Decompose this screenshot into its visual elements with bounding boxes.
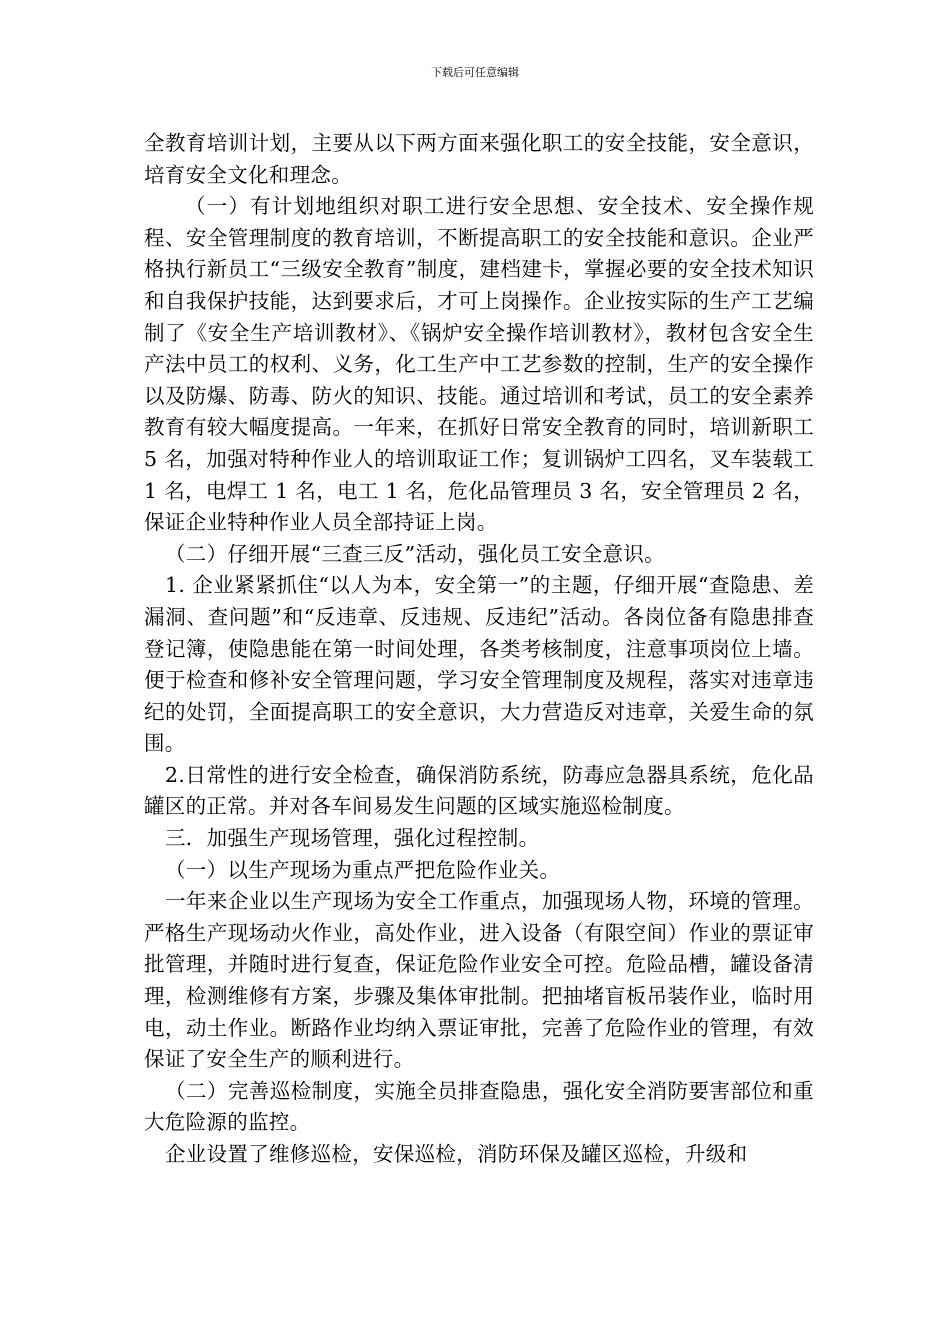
paragraph-part-three-heading: 三．加强生产现场管理，强化过程控制。 [165, 826, 540, 851]
paragraph-subsection-two-heading: （二）完善巡检制度，实施全员排查隐患，强化安全消防要害部位和重大危险源的监控。 [144, 1078, 814, 1135]
paragraph-inspection-setup: 企业设置了维修巡检，安保巡检，消防环保及罐区巡检，升级和 [165, 1142, 748, 1166]
paragraph-item-one: 1. 企业紧紧抓住“以人为本，安全第一”的主题，仔细开展“查隐患、差漏洞、查问题”和“反违章、反违规、反违纪”活动。各岗位备有隐患排查登记簿，使隐患能在第一时间处理，各类考核制度，注意事项岗位上墙。便于检查和修补安全管理问题，学习安全管理制度及规程，落实对违章违纪的处罚，全面提高职工的安全意识，大力营造反对违章，关爱生命的氛围。 [144, 573, 814, 756]
paragraph-item-two: 2.日常性的进行安全检查，确保消防系统，防毒应急器具系统，危化品罐区的正常。并对各车间易发生问题的区域实施巡检制度。 [144, 762, 814, 819]
paragraph-training-plan: 全教育培训计划，主要从以下两方面来强化职工的安全技能，安全意识，培育安全文化和理念。 [144, 131, 814, 187]
paragraph-section-two-heading: （二）仔细开展“三查三反”活动，强化员工安全意识。 [165, 541, 665, 566]
paragraph-section-one-training: （一）有计划地组织对职工进行安全思想、安全技术、安全操作规程、安全管理制度的教育培训，不断提高职工的安全技能和意识。企业严格执行新员工“三级安全教育”制度，建档建卡，掌握必要的安全技术知识和自我保护技能，达到要求后，才可上岗操作。企业按实际的生产工艺编制了《安全生产培训教材》、《锅炉安全操作培训教材》，教材包含安全生产法中员工的权利、义务，化工生产中工艺参数的控制，生产的安全操作以及防爆、防毒、防火的知识、技能。通过培训和考试，员工的安全素养教育有较大幅度提高。一年来，在抓好日常安全教育的同时，培训新职工 5 名，加强对特种作业人的培训取证工作；复训锅炉工四名，叉车装载工 1 名，电焊工 1 名，电工 1 名，危化品管理员 3 名，安全管理员 2 名，保证企业特种作业人员全部持证上岗。 [144, 194, 814, 535]
document-body [144, 128, 814, 1171]
paragraph-subsection-one-heading: （一）以生产现场为重点严把危险作业关。 [165, 857, 561, 882]
paragraph-site-management: 一年来企业以生产现场为安全工作重点，加强现场人物，环境的管理。严格生产现场动火作业，高处作业，进入设备（有限空间）作业的票证审批管理，并随时进行复查，保证危险作业安全可控。危险品槽，罐设备清理，检测维修有方案，步骤及集体审批制。把抽堵盲板吊装作业，临时用电，动土作业。断路作业均纳入票证审批，完善了危险作业的管理，有效保证了安全生产的顺利进行。 [144, 889, 814, 1072]
page-header-watermark: 下载后可任意编辑 [431, 66, 519, 79]
